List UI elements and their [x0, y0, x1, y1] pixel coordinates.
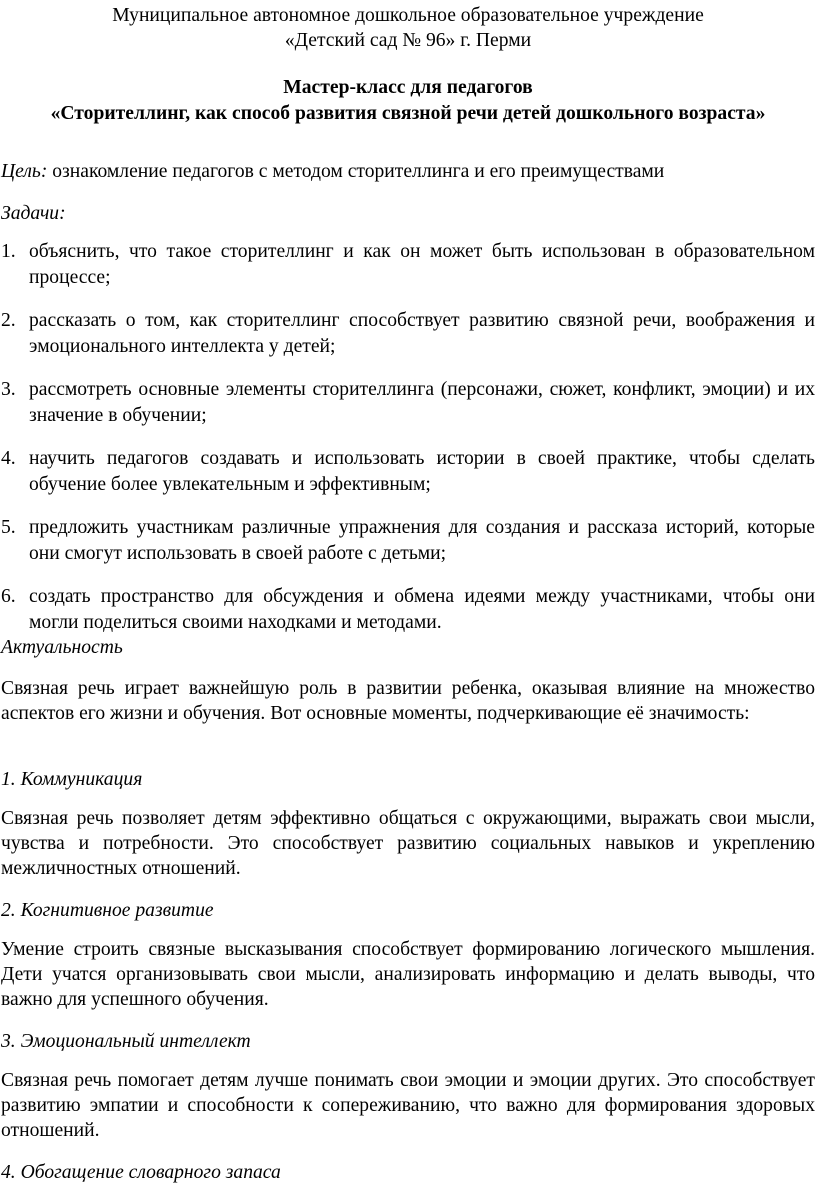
goal-label: Цель:	[1, 161, 48, 182]
list-item-text: рассмотреть основные элементы сторителлинга (персонажи, сюжет, конфликт, эмоции) и их значение в обучении;	[29, 379, 815, 426]
title-line-2: «Сторителлинг, как способ развития связной речи детей дошкольного возраста»	[50, 103, 766, 124]
list-item-text: предложить участникам различные упражнения для создания и рассказа историй, которые они смогут использовать в своей работе с детьми;	[29, 517, 815, 564]
section-heading-emotional: 3. Эмоциональный интеллект	[1, 1031, 251, 1052]
organization-subname: «Детский сад № 96» г. Перми	[284, 30, 532, 51]
list-item-number: 1.	[1, 241, 16, 262]
list-item	[0, 308, 816, 360]
list-item-number: 6.	[1, 586, 16, 607]
list-item-number: 4.	[1, 448, 16, 469]
list-item	[0, 584, 816, 636]
goal-text: ознакомление педагогов с методом сторителлинга и его преимуществами	[47, 161, 665, 182]
list-item-text: рассказать о том, как сторителлинг способствует развитию связной речи, воображения и эмоционального интеллекта у детей;	[29, 310, 815, 357]
section-heading-cognitive: 2. Когнитивное развитие	[1, 900, 214, 921]
list-item-text: создать пространство для обсуждения и обмена идеями между участниками, чтобы они могли поделиться своими находками и методами.	[29, 586, 815, 633]
list-item-text: объяснить, что такое сторителлинг и как он может быть использован в образовательном процессе;	[29, 241, 815, 288]
list-item-text: научить педагогов создавать и использовать истории в своей практике, чтобы сделать обучение более увлекательным и эффективным;	[29, 448, 815, 495]
list-item-number: 2.	[1, 310, 16, 331]
section-heading-communication: 1. Коммуникация	[1, 769, 143, 790]
document-title	[0, 75, 816, 127]
goal-paragraph	[1, 159, 815, 184]
list-item	[0, 515, 816, 567]
relevance-heading: Актуальность	[1, 637, 123, 658]
title-line-1: Мастер-класс для педагогов	[283, 77, 533, 98]
tasks-list	[0, 239, 816, 636]
relevance-paragraph: Связная речь играет важнейшую роль в развитии ребенка, оказывая влияние на множество аспектов его жизни и обучения. Вот основные моменты, подчеркивающие её значимость:	[1, 678, 815, 724]
list-item	[0, 239, 816, 291]
section-heading-vocabulary: 4. Обогащение словарного запаса	[1, 1162, 281, 1183]
list-item-number: 3.	[1, 379, 16, 400]
section-text-emotional: Связная речь помогает детям лучше понимать свои эмоции и эмоции других. Это способствует развитию эмпатии и способности к сопереживанию, что важно для формирования здоровых отношений.	[1, 1070, 815, 1141]
section-text-communication: Связная речь позволяет детям эффективно общаться с окружающими, выражать свои мысли, чувства и потребности. Это способствует развитию социальных навыков и укреплению межличностных отношений.	[1, 808, 815, 879]
list-item-number: 5.	[1, 517, 16, 538]
organization-header	[0, 3, 816, 53]
tasks-heading: Задачи:	[1, 203, 66, 224]
list-item	[0, 446, 816, 498]
section-text-cognitive: Умение строить связные высказывания способствует формированию логического мышления. Дети учатся организовывать свои мысли, анализировать информацию и делать выводы, что важно для успешного обучения.	[1, 939, 815, 1010]
organization-name: Муниципальное автономное дошкольное образовательное учреждение	[112, 5, 704, 26]
list-item	[0, 377, 816, 429]
